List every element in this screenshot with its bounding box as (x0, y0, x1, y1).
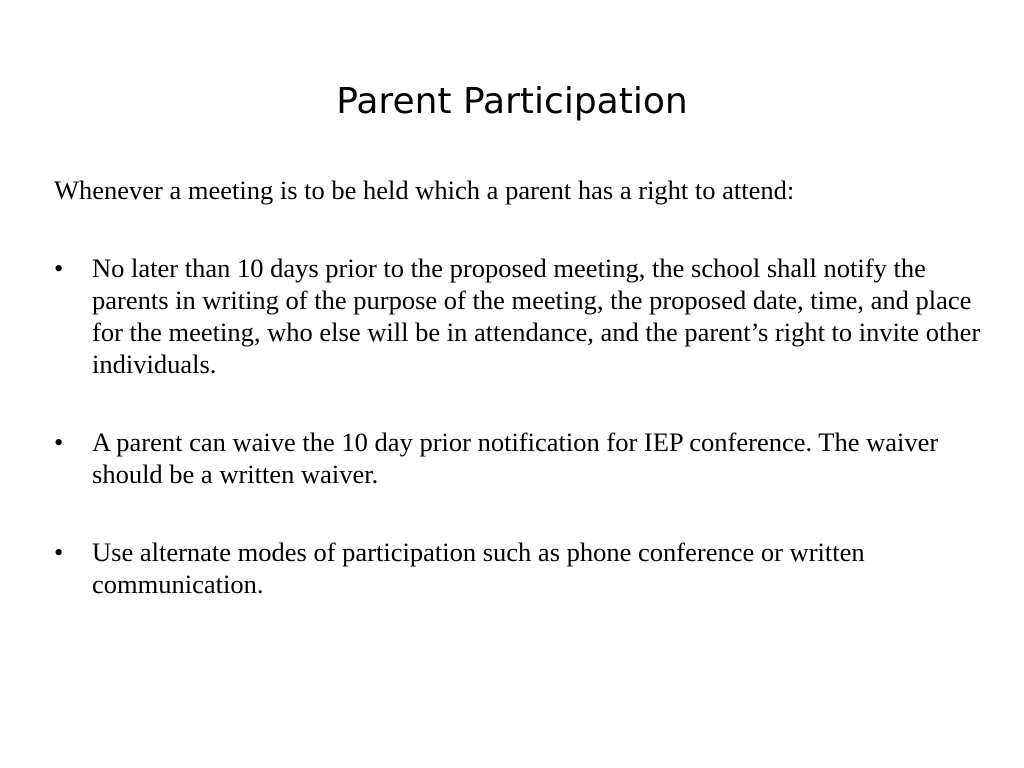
bullet-dot-icon: • (54, 253, 64, 283)
bullet-item-alternate-modes (54, 536, 984, 600)
bullet-item-waiver (54, 426, 984, 490)
bullet-text: A parent can waive the 10 day prior notification for IEP conference. The waiver should be a written waiver. (92, 427, 939, 489)
bullet-list (54, 252, 984, 600)
bullet-text: Use alternate modes of participation such as phone conference or written communication. (92, 537, 865, 599)
slide-title: Parent Participation (336, 81, 688, 122)
intro-paragraph: Whenever a meeting is to be held which a parent has a right to attend: (54, 175, 795, 205)
bullet-dot-icon: • (54, 427, 64, 457)
bullet-item-notification (54, 252, 984, 380)
slide-body (54, 174, 984, 600)
bullet-text: No later than 10 days prior to the proposed meeting, the school shall notify the parents in writing of the purpose of the meeting, the proposed date, time, and place for the meeting, who else will be in attendance, and the parent’s right to invite other individuals. (92, 253, 981, 379)
bullet-dot-icon: • (54, 537, 64, 567)
